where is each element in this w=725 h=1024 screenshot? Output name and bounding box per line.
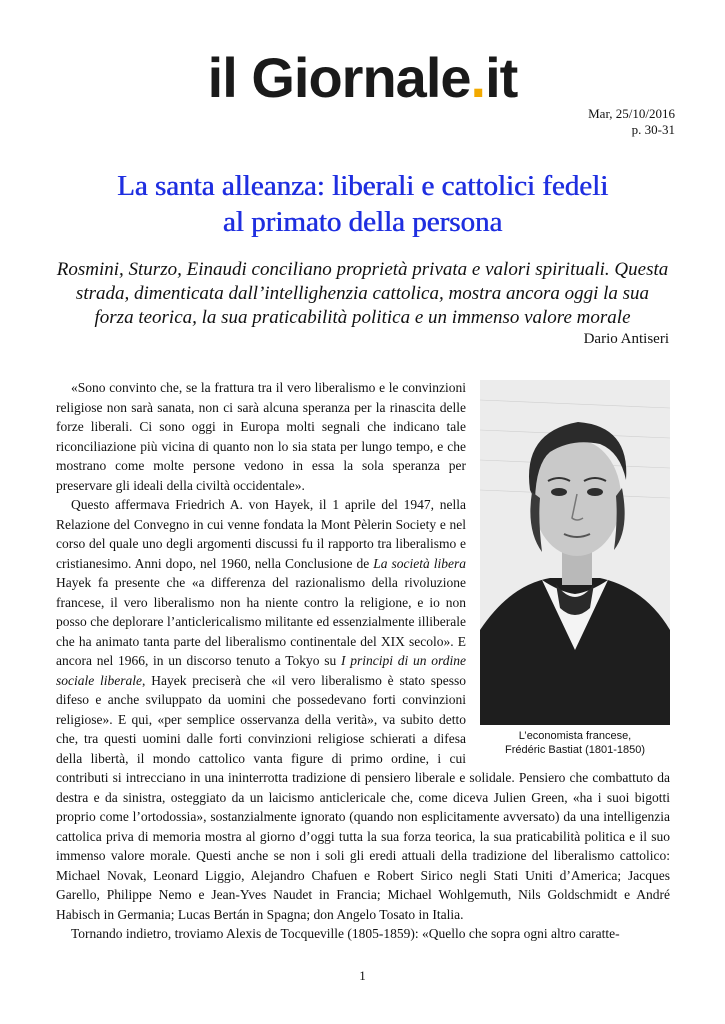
book-title-i-principi: I principi di un ordine sociale liberale — [56, 653, 466, 688]
page-number: 1 — [359, 968, 366, 983]
headline-line-2: al primato della persona — [222, 206, 503, 238]
newspaper-logo — [0, 48, 725, 108]
article-body — [56, 378, 670, 944]
caption-line-1: L’economista francese, — [518, 730, 632, 742]
logo-main: il Giornale — [207, 46, 471, 109]
article-subheadline: Rosmini, Sturzo, Einaudi conciliano proprietà privata e valori spirituali. Questa strada, dimenticata dall’intellighenzia cattolica, mostra ancora oggi la sua forza teorica, la sua praticabilità politica e un immenso valore morale — [56, 259, 669, 328]
article-headline — [40, 168, 685, 240]
caption-line-2: Frédéric Bastiat (1801-1850) — [504, 744, 645, 756]
logo-dot: . — [470, 46, 486, 109]
page-range: p. 30-31 — [631, 122, 675, 137]
book-title-la-societa-libera: La società libera — [373, 555, 466, 571]
paragraph-1: «Sono convinto che, se la frattura tra il vero liberalismo e le convinzioni religiose non sarà sanata, non ci sarà alcuna speranza per la rinascita delle forze liberali. Ci sono oggi in Europa molti segnali che indicano tale riconciliazione più vicina di quanto non lo sia stata per lungo tempo, e che mostrano come molte persone vedono in essa la sola speranza per preservare gli ideali della civiltà occidentale». — [56, 380, 466, 493]
dateline — [588, 106, 675, 138]
publication-date: Mar, 25/10/2016 — [588, 106, 675, 121]
paragraph-2: Questo affermava Friedrich A. von Hayek, il 1 aprile del 1947, nella Relazione del Convegno in cui venne fondata la Mont Pèlerin Society e nel corso del quale uno degli argomenti discussi fu il rapporto tra liberalismo e cristianesimo. Anni dopo, nel 1960, nella Conclusione de La società libera Hayek fa presente che «a differenza del razionalismo della rivoluzione francese, il vero liberalismo non ha niente contro la religione, e io non posso che deplorare l’anticlericalismo militante ed essenzialmente illiberale che ha animato tanta parte del liberalismo continentale del XIX secolo». E ancora nel 1966, in un discorso tenuto a Tokyo su I principi di un ordine sociale liberale, Hayek preciserà che «il vero liberalismo è stato spesso difeso e anche sviluppato da uomini che possedevano forti convinzioni religiose». E qui, «per semplice osservanza della verità», va subito detto che, tra questi uomini dalle forti convinzioni religiose schierati a difesa della libertà, il mondo cattolico vanta figure di primo ordine, i cui contributi si intrecciano in una ininterrotta tradizione di pensiero liberale e solidale. Pensiero che combattuto da destra e da sinistra, osteggiato da un laicismo anticlericale che, come diceva Julien Green, «ha i suoi bigotti proprio come l’ortodossia», sostanzialmente ignorato (quando non esplicitamente avversato) da una intelligenzia cattolica priva di memoria mostra al giorno d’oggi tutta la sua forza teorica, la sua praticabilità politica e il suo immenso valore morale. Questi anche se non i soli gli eredi attuali della tradizione del liberalismo cattolico: Michael Novak, Leonard Liggio, Alejandro Chafuen e Robert Sirico negli Stati Uniti d’America; Jacques Garello, Philippe Nemo e Jean-Yves Naudet in Francia; Michael Wohlgemuth, Nils Goldschmidt e André Habisch in Germania; Lucas Bertán in Spagna; don Angelo Tosato in Italia. — [56, 497, 670, 922]
headline-line-1: La santa alleanza: liberali e cattolici fedeli — [116, 170, 609, 202]
paragraph-3: Tornando indietro, troviamo Alexis de Tocqueville (1805-1859): «Quello che sopra ogni altro caratte- — [71, 926, 620, 941]
logo-tld: it — [485, 46, 518, 109]
portrait-image — [480, 380, 670, 725]
portrait-figure — [480, 380, 670, 757]
article-author: Dario Antiseri — [583, 331, 669, 347]
portrait-caption — [480, 729, 670, 757]
